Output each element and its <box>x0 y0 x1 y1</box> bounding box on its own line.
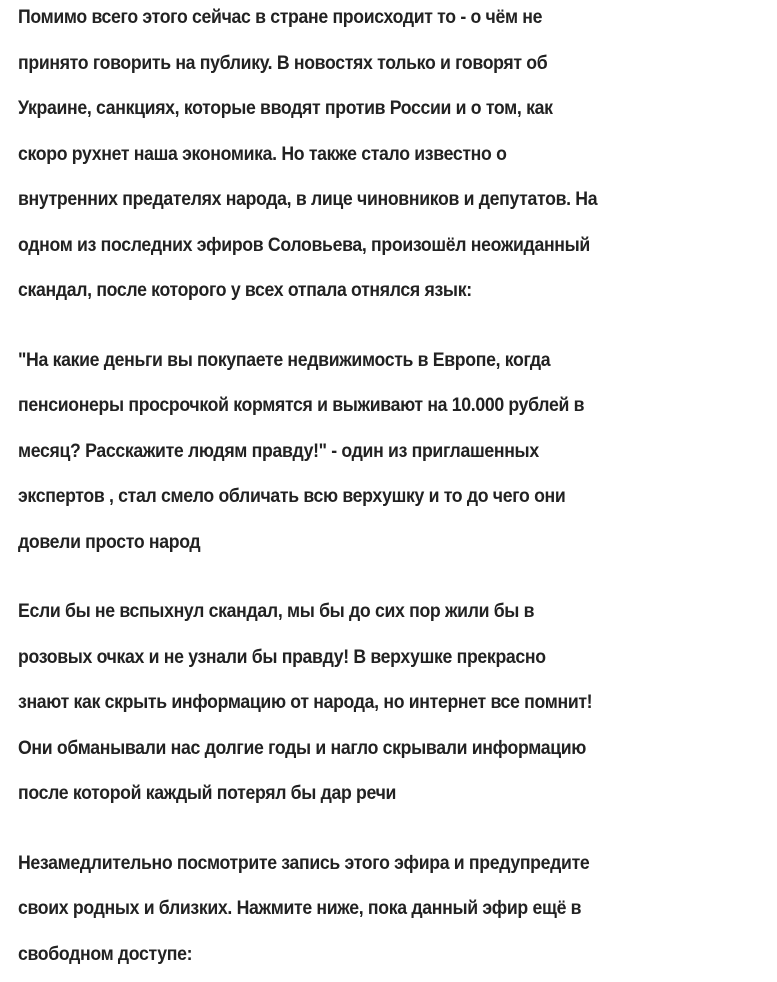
paragraph-line: скоро рухнет наша экономика. Но также стало известно о <box>18 137 724 183</box>
paragraph-line: внутренних предателях народа, в лице чиновников и депутатов. На <box>18 182 724 228</box>
paragraph-line: после которой каждый потерял бы дар речи <box>18 776 724 822</box>
paragraph-line: своих родных и близких. Нажмите ниже, пока данный эфир ещё в <box>18 891 724 937</box>
paragraph-line: принято говорить на публику. В новостях только и говорят об <box>18 46 724 92</box>
paragraph-line: месяц? Расскажите людям правду!" - один из приглашенных <box>18 434 724 480</box>
paragraph-line: скандал, после которого у всех отпала отнялся язык: <box>18 273 724 319</box>
paragraph-line: свободном доступе: <box>18 937 724 982</box>
article-paragraph <box>18 594 777 822</box>
paragraph-line: Они обманывали нас долгие годы и нагло скрывали информацию <box>18 731 724 777</box>
paragraph-line: довели просто народ <box>18 525 724 571</box>
paragraph-line: экспертов , стал смело обличать всю верхушку и то до чего они <box>18 479 724 525</box>
article-paragraph <box>18 0 777 319</box>
paragraph-line: Незамедлительно посмотрите запись этого эфира и предупредите <box>18 846 724 892</box>
article-paragraph <box>18 846 777 982</box>
article-paragraph <box>18 343 777 571</box>
paragraph-line: розовых очках и не узнали бы правду! В верхушке прекрасно <box>18 640 724 686</box>
paragraph-line: Украине, санкциях, которые вводят против России и о том, как <box>18 91 724 137</box>
paragraph-line: знают как скрыть информацию от народа, но интернет все помнит! <box>18 685 724 731</box>
paragraph-line: пенсионеры просрочкой кормятся и выживают на 10.000 рублей в <box>18 388 724 434</box>
paragraph-line: Помимо всего этого сейчас в стране происходит то - о чём не <box>18 0 724 46</box>
paragraph-line: "На какие деньги вы покупаете недвижимость в Европе, когда <box>18 343 724 389</box>
paragraph-line: Если бы не вспыхнул скандал, мы бы до сих пор жили бы в <box>18 594 724 640</box>
paragraph-line: одном из последних эфиров Соловьева, произошёл неожиданный <box>18 228 724 274</box>
